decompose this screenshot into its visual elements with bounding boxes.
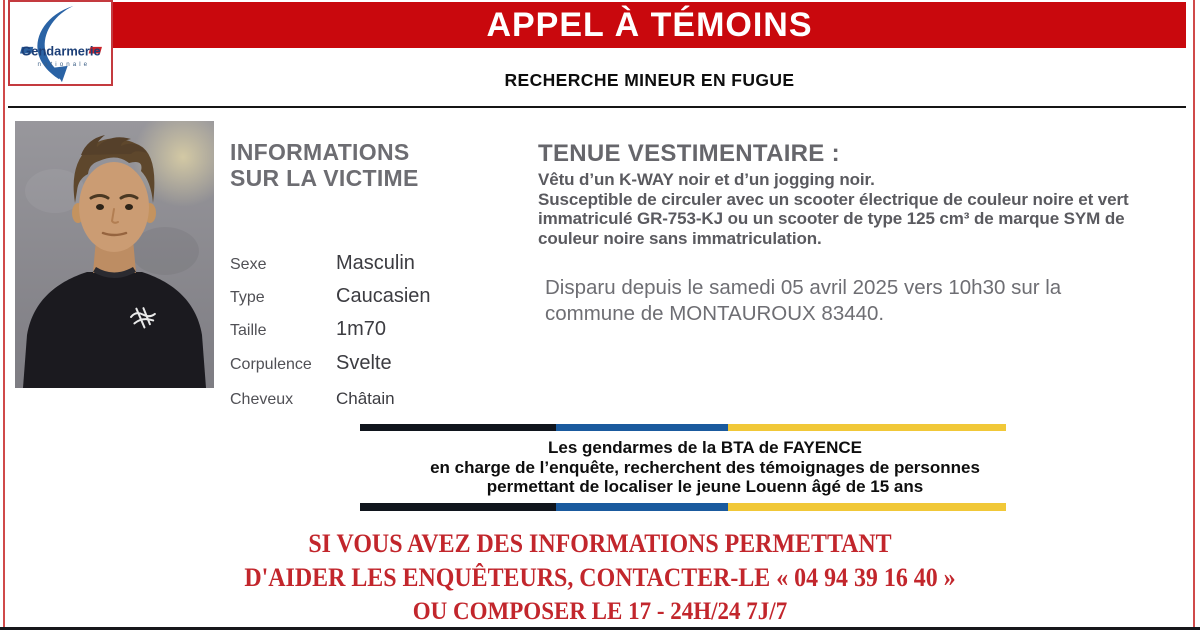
field-row-taille bbox=[230, 318, 386, 341]
poster-title: APPEL À TÉMOINS bbox=[486, 5, 813, 44]
bar-segment-yellow bbox=[728, 424, 1006, 431]
victim-portrait-illustration bbox=[15, 121, 214, 388]
field-value: Svelte bbox=[336, 352, 392, 374]
header-banner bbox=[113, 2, 1186, 48]
victim-section-title bbox=[230, 139, 530, 191]
tenue-line2: Susceptible de circuler avec un scooter électrique de couleur noire et vert immatriculé GR-753-KJ ou un scooter de type 125 cm³ de marque SYM de couleur noire sans immatriculation. bbox=[538, 189, 1129, 248]
contact-line1: SI VOUS AVEZ DES INFORMATIONS PERMETTANT bbox=[308, 529, 892, 558]
header-divider bbox=[8, 106, 1186, 108]
disparition-text: Disparu depuis le samedi 05 avril 2025 vers 10h30 sur la commune de MONTAUROUX 83440. bbox=[545, 276, 1062, 325]
tenue-description bbox=[538, 170, 1186, 248]
bar-segment-blue bbox=[556, 503, 728, 511]
victim-photo bbox=[15, 121, 214, 388]
bar-segment-yellow bbox=[728, 503, 1006, 511]
enquete-line1: Les gendarmes de la BTA de FAYENCE bbox=[548, 438, 862, 457]
field-value: Châtain bbox=[336, 389, 395, 408]
field-label: Taille bbox=[230, 322, 267, 339]
poster-subtitle: RECHERCHE MINEUR EN FUGUE bbox=[504, 70, 795, 90]
tricolor-bar-bottom bbox=[360, 503, 1006, 511]
field-row-cheveux bbox=[230, 389, 395, 409]
enquete-line3: permettant de localiser le jeune Louenn âgé de 15 ans bbox=[486, 477, 924, 497]
field-value: 1m70 bbox=[336, 318, 387, 340]
tenue-line1: Vêtu d’un K-WAY noir et d’un jogging noir. bbox=[538, 170, 875, 189]
field-label: Corpulence bbox=[230, 356, 312, 373]
bar-segment-blue bbox=[556, 424, 728, 431]
field-row-type bbox=[230, 285, 431, 308]
tenue-section-title: TENUE VESTIMENTAIRE : bbox=[538, 140, 840, 167]
gendarmerie-logo-icon bbox=[10, 2, 111, 84]
bar-segment-black bbox=[360, 503, 556, 511]
field-label: Type bbox=[230, 289, 265, 306]
logo-wordmark: Gendarmerie bbox=[21, 43, 101, 59]
tricolor-bar-top bbox=[360, 424, 1006, 431]
bar-segment-black bbox=[360, 424, 556, 431]
victim-section-title-line1: INFORMATIONS bbox=[230, 139, 410, 165]
logo-wordmark-sub: nationale bbox=[37, 60, 91, 68]
field-row-corpulence bbox=[230, 352, 392, 375]
contact-line3-emergency: OU COMPOSER LE 17 - 24H/24 7J/7 bbox=[412, 598, 788, 625]
victim-section-title-line2: SUR LA VICTIME bbox=[230, 165, 419, 191]
gendarmerie-logo bbox=[8, 0, 113, 86]
enquete-text bbox=[360, 438, 1050, 497]
field-label: Sexe bbox=[230, 256, 267, 273]
field-row-sexe bbox=[230, 252, 415, 275]
field-label: Cheveux bbox=[230, 391, 294, 408]
field-value: Masculin bbox=[336, 252, 415, 274]
contact-line2-phone: D'AIDER LES ENQUÊTEURS, CONTACTER-LE « 04 94 39 16 40 » bbox=[244, 563, 956, 592]
enquete-line2: en charge de l’enquête, recherchent des témoignages de personnes bbox=[430, 457, 980, 477]
field-value: Caucasien bbox=[336, 285, 431, 307]
contact-instructions bbox=[0, 527, 1200, 629]
